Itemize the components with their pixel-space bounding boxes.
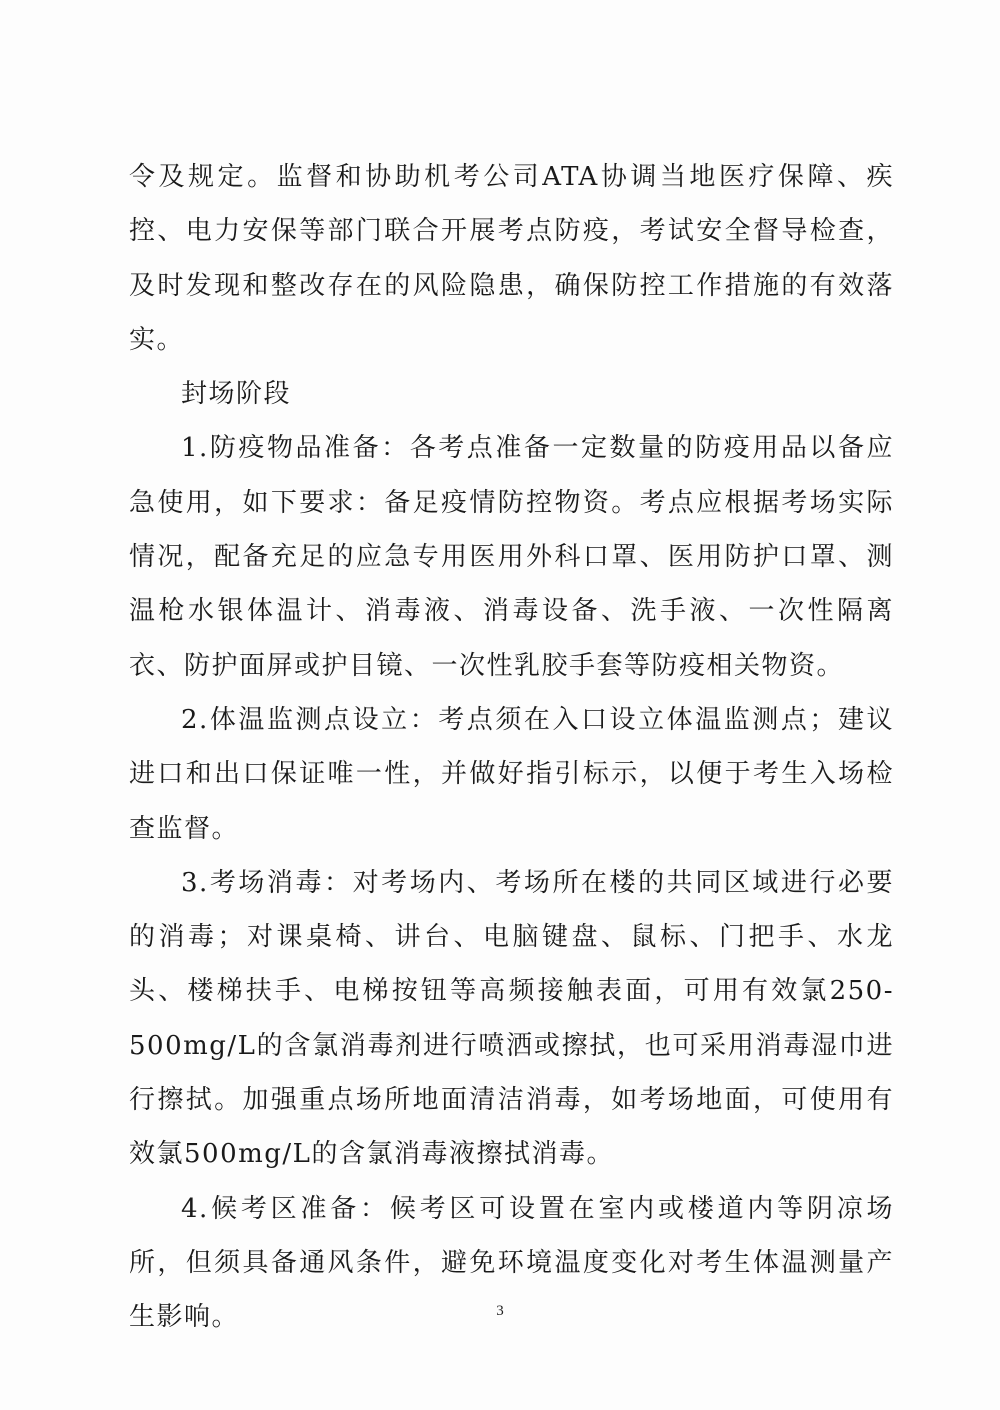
paragraph-item-2: 2.体温监测点设立：考点须在入口设立体温监测点；建议进口和出口保证唯一性，并做好指引标示，以便于考生入场检查监督。 bbox=[129, 704, 894, 844]
section-heading: 封场阶段 bbox=[181, 379, 292, 410]
paragraph-item-4: 4.候考区准备：候考区可设置在室内或楼道内等阴凉场所，但须具备通风条件，避免环境温度变化对考生体温测量产生影响。 bbox=[129, 1193, 894, 1333]
paragraph-item-3: 3.考场消毒：对考场内、考场所在楼的共同区域进行必要的消毒；对课桌椅、讲台、电脑键盘、鼠标、门把手、水龙头、楼梯扶手、电梯按钮等高频接触表面，可用有效氯250-500mg/L的含氯消毒剂进行喷洒或擦拭，也可采用消毒湿巾进行擦拭。加强重点场所地面清洁消毒，如考场地面，可使用有效氯500mg/L的含氯消毒液擦拭消毒。 bbox=[129, 867, 894, 1170]
paragraph-continuation: 令及规定。监督和协助机考公司ATA协调当地医疗保障、疾控、电力安保等部门联合开展考点防疫，考试安全督导检查，及时发现和整改存在的风险隐患，确保防控工作措施的有效落实。 bbox=[129, 162, 894, 355]
paragraph-item-1: 1.防疫物品准备：各考点准备一定数量的防疫用品以备应急使用，如下要求：备足疫情防控物资。考点应根据考场实际情况，配备充足的应急专用医用外科口罩、医用防护口罩、测温枪水银体温计、消毒液、消毒设备、洗手液、一次性隔离衣、防护面屏或护目镜、一次性乳胶手套等防疫相关物资。 bbox=[129, 433, 894, 681]
document-body bbox=[129, 150, 894, 1345]
page-number: 3 bbox=[496, 1303, 504, 1319]
